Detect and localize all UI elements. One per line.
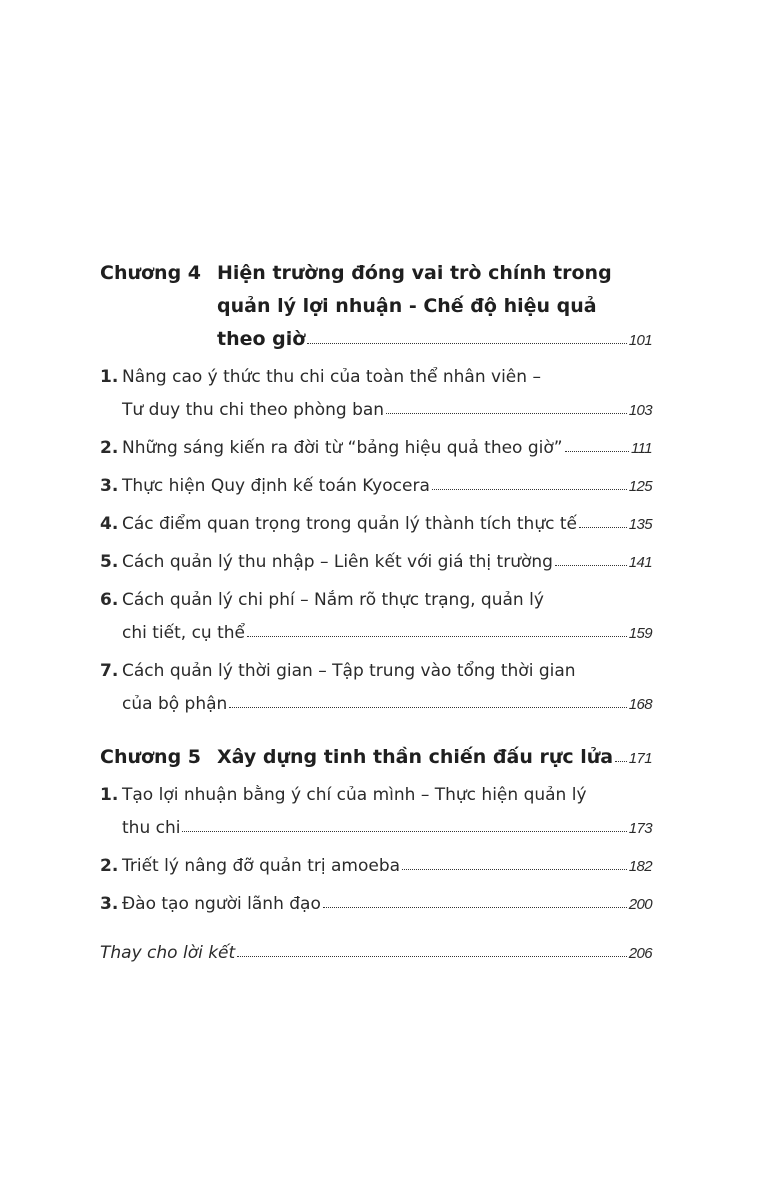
toc-entry — [100, 432, 652, 465]
entry-number: 6. — [100, 590, 119, 610]
dot-leader — [579, 526, 627, 528]
entry-number: 3. — [100, 894, 119, 914]
toc-entry — [100, 888, 652, 921]
toc-entry — [100, 850, 652, 883]
entry-number: 4. — [100, 514, 119, 534]
chapter-title-line: quản lý lợi nhuận - Chế độ hiệu quả — [217, 295, 597, 317]
epilogue-entry — [100, 937, 652, 970]
chapter-4-heading — [100, 257, 652, 357]
entry-number: 2. — [100, 438, 119, 458]
dot-leader — [237, 955, 627, 957]
chapter-5-heading — [100, 741, 652, 775]
page-number: 101 — [628, 332, 652, 349]
page-number: 171 — [628, 750, 652, 767]
epilogue-text: Thay cho lời kết — [100, 943, 236, 963]
dot-leader — [402, 868, 627, 870]
chapter-title-last-line — [217, 323, 652, 357]
toc-entry — [100, 508, 652, 541]
chapter-title-text: theo giờ — [217, 328, 306, 350]
entry-text-line: Cách quản lý thời gian – Tập trung vào tổng thời gian — [122, 661, 576, 681]
toc-entry — [100, 361, 652, 427]
toc-entry — [100, 546, 652, 579]
page-number: 141 — [628, 554, 652, 571]
page-number: 206 — [628, 945, 652, 962]
dot-leader — [565, 450, 629, 452]
chapter-title — [217, 741, 652, 775]
page-number: 103 — [628, 402, 652, 419]
dot-leader — [386, 412, 627, 414]
toc-entry — [100, 655, 652, 721]
entry-text-line: Cách quản lý chi phí – Nắm rõ thực trạng, quản lý — [122, 590, 544, 610]
dot-leader — [555, 564, 627, 566]
entry-text: chi tiết, cụ thể — [122, 623, 245, 643]
entry-number: 1. — [100, 367, 119, 387]
entry-text: Thực hiện Quy định kế toán Kyocera — [122, 476, 430, 496]
chapter-label: Chương 5 — [100, 746, 202, 768]
table-of-contents — [100, 257, 652, 970]
entry-text: Triết lý nâng đỡ quản trị amoeba — [122, 856, 401, 876]
toc-entry — [100, 584, 652, 650]
chapter-label: Chương 4 — [100, 262, 202, 284]
entry-text-line: Tạo lợi nhuận bằng ý chí của mình – Thực hiện quản lý — [122, 785, 587, 805]
entry-text: Những sáng kiến ra đời từ “bảng hiệu quả theo giờ” — [122, 438, 563, 458]
entry-number: 2. — [100, 856, 119, 876]
entry-text: Tư duy thu chi theo phòng ban — [122, 400, 385, 420]
entry-text: Cách quản lý thu nhập – Liên kết với giá thị trường — [122, 552, 553, 572]
dot-leader — [323, 906, 627, 908]
toc-entry — [100, 470, 652, 503]
dot-leader — [182, 830, 626, 832]
entry-text: Các điểm quan trọng trong quản lý thành tích thực tế — [122, 514, 577, 534]
chapter-title — [217, 257, 652, 357]
chapter-5-items — [100, 779, 652, 921]
entry-text: thu chi — [122, 818, 181, 838]
page-number: 182 — [628, 858, 652, 875]
chapter-4-items — [100, 361, 652, 721]
chapter-title-last-line — [217, 741, 652, 775]
page-number: 111 — [630, 440, 652, 457]
dot-leader — [307, 342, 626, 344]
toc-entry — [100, 779, 652, 845]
page-number: 135 — [628, 516, 652, 533]
page-number: 125 — [628, 478, 652, 495]
chapter-title-line: Hiện trường đóng vai trò chính trong — [217, 262, 612, 284]
dot-leader — [615, 760, 627, 762]
page-number: 200 — [628, 896, 652, 913]
entry-number: 3. — [100, 476, 119, 496]
entry-text-line: Nâng cao ý thức thu chi của toàn thể nhân viên – — [122, 367, 541, 387]
dot-leader — [432, 488, 627, 490]
entry-text: Đào tạo người lãnh đạo — [122, 894, 321, 914]
entry-number: 1. — [100, 785, 119, 805]
page-number: 159 — [628, 625, 652, 642]
chapter-title-text: Xây dựng tinh thần chiến đấu rực lửa — [217, 746, 614, 768]
entry-text: của bộ phận — [122, 694, 228, 714]
dot-leader — [247, 635, 627, 637]
entry-number: 5. — [100, 552, 119, 572]
page-number: 173 — [628, 820, 652, 837]
page-number: 168 — [628, 696, 652, 713]
entry-number: 7. — [100, 661, 119, 681]
dot-leader — [229, 706, 626, 708]
